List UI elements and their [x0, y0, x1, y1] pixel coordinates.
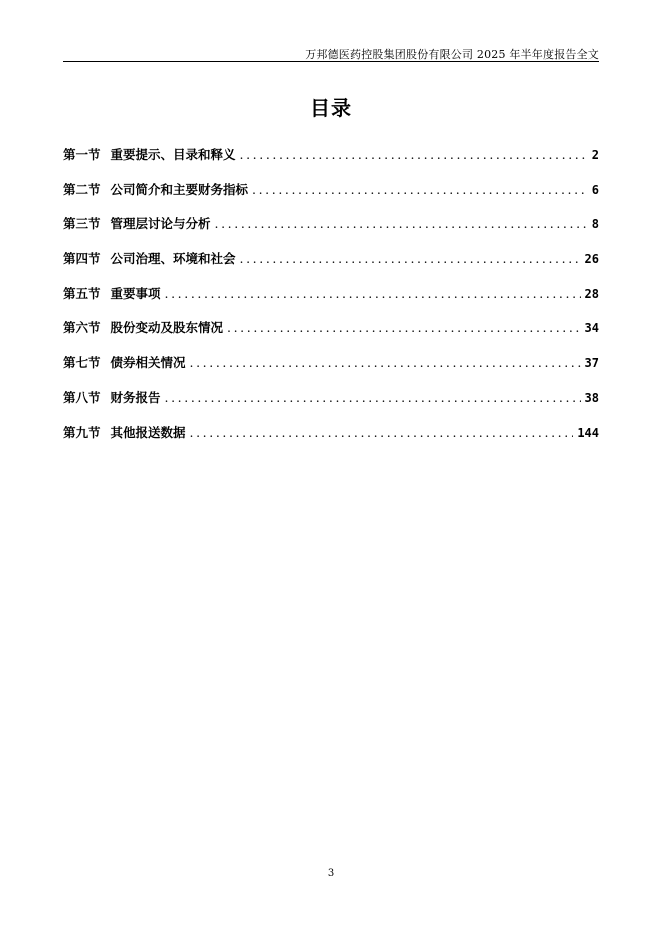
- toc-dot-leader: [240, 249, 581, 269]
- toc-entry-2[interactable]: [63, 180, 599, 215]
- toc-section-title: 公司治理、环境和社会: [110, 251, 236, 267]
- toc-section-number: 第九节: [63, 424, 101, 440]
- toc-section-title: 公司简介和主要财务指标: [110, 181, 249, 197]
- toc-section-title: 重要事项: [110, 285, 161, 301]
- toc-entry-9[interactable]: [63, 423, 599, 458]
- toc-page-number: 6: [591, 182, 599, 197]
- toc-section-title: 财务报告: [110, 389, 161, 405]
- toc-page-number: 144: [577, 425, 599, 440]
- toc-title: 目录: [310, 96, 352, 120]
- table-of-contents: [63, 145, 599, 457]
- toc-page-number: 8: [591, 217, 599, 232]
- toc-entry-7[interactable]: [63, 353, 599, 388]
- header-rule: [63, 61, 599, 62]
- toc-page-number: 28: [584, 286, 599, 301]
- page-number: 3: [327, 868, 335, 879]
- toc-section-title: 股份变动及股东情况: [110, 320, 224, 336]
- toc-section-number: 第二节: [63, 181, 101, 197]
- toc-section-number: 第六节: [63, 320, 101, 336]
- toc-section-number: 第四节: [63, 251, 101, 267]
- toc-entry-3[interactable]: [63, 214, 599, 249]
- toc-section-number: 第三节: [63, 216, 101, 232]
- toc-dot-leader: [165, 284, 581, 304]
- toc-section-number: 第八节: [63, 389, 101, 405]
- toc-dot-leader: [165, 388, 581, 408]
- toc-dot-leader: [190, 423, 574, 443]
- toc-dot-leader: [190, 353, 581, 373]
- toc-dot-leader: [252, 180, 588, 200]
- running-header: 万邦德医药控股集团股份有限公司 2025 年半年度报告全文: [305, 48, 599, 61]
- toc-entry-5[interactable]: [63, 284, 599, 319]
- toc-entry-4[interactable]: [63, 249, 599, 284]
- toc-page-number: 26: [584, 252, 599, 267]
- toc-entry-1[interactable]: [63, 145, 599, 180]
- toc-section-number: 第五节: [63, 285, 101, 301]
- toc-page-number: 37: [584, 356, 599, 371]
- toc-entry-6[interactable]: [63, 318, 599, 353]
- toc-section-number: 第一节: [63, 147, 101, 162]
- toc-page-number: 38: [584, 390, 599, 405]
- toc-dot-leader: [215, 214, 588, 234]
- toc-dot-leader: [227, 318, 581, 338]
- toc-page-number: 2: [591, 148, 599, 162]
- toc-section-number: 第七节: [63, 355, 101, 371]
- toc-page-number: 34: [584, 321, 599, 336]
- toc-section-title: 管理层讨论与分析: [110, 216, 211, 232]
- toc-entry-8[interactable]: [63, 388, 599, 423]
- toc-section-title: 重要提示、目录和释义: [110, 147, 236, 162]
- toc-dot-leader: [240, 145, 588, 165]
- toc-section-title: 债券相关情况: [110, 355, 186, 371]
- toc-section-title: 其他报送数据: [110, 424, 186, 440]
